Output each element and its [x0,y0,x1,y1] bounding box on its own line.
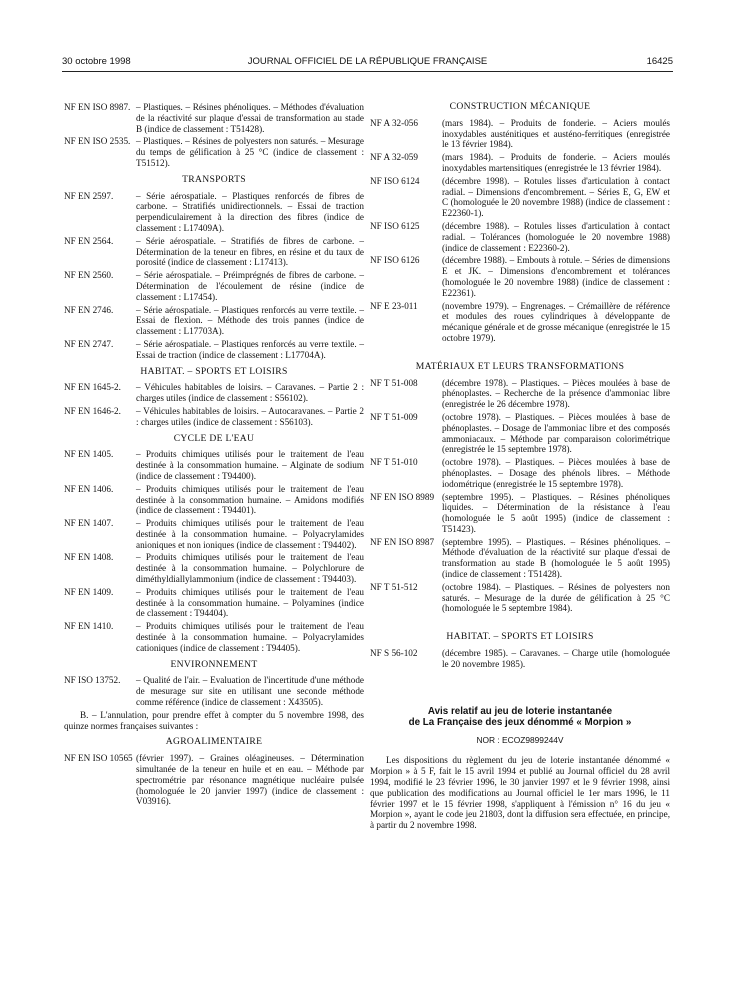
section-heading-construction-mecanique: CONSTRUCTION MÉCANIQUE [449,101,591,112]
standard-code: NF EN 1410. [64,621,114,632]
section-heading-habitat: HABITAT. – SPORTS ET LOISIRS [140,365,288,377]
list-item [64,449,364,481]
list-item [370,118,670,150]
standard-description: – Produits chimiques utilisés pour le traitement de l'eau destinée à la consommation humaine. – Polyacrylamides cationiques (indice de classement : T94405). [136,621,364,653]
standard-description: (mars 1984). – Produits de fonderie. – Aciers moulés inoxydables martensitiques (enregistrée le 13 février 1984). [442,152,670,173]
section-heading-materiaux: MATÉRIAUX ET LEURS TRANSFORMATIONS [415,360,625,372]
list-item [64,270,364,302]
standard-code: NF S 56-102 [370,648,418,659]
standard-description: (décembre 1988). – Rotules lisses d'articulation à contact radial. – Tolérances (homologuée le 20 novembre 1988) (indice de classement : E22360-2). [442,220,670,253]
header-rule [62,71,673,72]
standard-code: NF EN 2597. [64,190,114,201]
standard-code: NF EN ISO 2535. [64,136,131,147]
standard-description: (octobre 1978). – Plastiques. – Pièces moulées à base de phénoplastes. – Dosage de l'ammoniac libre et des composés ammoniacaux. – Méthode par comparaison colorimétrique (enregistrée le 15 septembre 1978). [442,411,670,455]
list-item [370,492,670,535]
standard-code: NF EN 2746. [64,304,114,315]
standard-description: – Produits chimiques utilisés pour le traitement de l'eau destinée à la consommation humaine. – Polyamines (indice de classement : T94404). [136,586,364,619]
section-heading-environnement: ENVIRONNEMENT [170,658,258,670]
nor-reference: NOR : ECOZ9899244V [476,734,564,745]
standard-code: NF EN 1406. [64,483,114,494]
right-column [370,102,670,833]
left-column [64,102,364,809]
list-item [370,152,670,174]
standard-description: – Produits chimiques utilisés pour le traitement de l'eau destinée à la consommation humaine. – Amidons modifiés (indice de classement : T94401). [136,483,364,516]
standard-description: – Série aérospatiale. – Plastiques renforcés au verre textile. – Essai de flexion. – Méthode des trois pannes (indice de classement : L17703A). [136,304,364,337]
standard-code: NF EN 1645-2. [64,382,121,393]
list-item [370,582,670,614]
page-header [62,56,673,70]
standard-code: NF EN 2560. [64,270,114,281]
section-heading-transports: TRANSPORTS [182,173,246,185]
list-item [64,484,364,516]
list-item [64,587,364,619]
list-item [370,301,670,344]
paragraph-annulation: B. – L'annulation, pour prendre effet à compter du 5 novembre 1998, des quinze normes françaises suivantes : [64,709,364,731]
standard-description: – Série aérospatiale. – Plastiques renforcés au verre textile. – Essai de traction (indice de classement : L17704A). [136,338,364,360]
standard-code: NF T 51-512 [370,581,418,592]
standard-description: (décembre 1998). – Rotules lisses d'articulation à contact radial. – Dimensions d'encombrement. – Séries E, G, EW et C (homologuée le 20 novembre 1988) (indice de classement : E22360-1). [442,175,670,219]
list-item [64,191,364,234]
standard-description: – Produits chimiques utilisés pour le traitement de l'eau destinée à la consommation humaine. – Alginate de sodium (indice de classement : T94400). [136,449,364,481]
standard-code: NF EN 1407. [64,518,114,529]
standard-code: NF T 51-008 [370,377,418,388]
list-item [370,255,670,298]
list-item [370,457,670,489]
list-item [64,753,364,807]
header-date: 30 octobre 1998 [62,56,131,67]
standard-code: NF EN 1405. [64,449,114,460]
standard-description: – Produits chimiques utilisés pour le traitement de l'eau destinée à la consommation humaine. – Polyacrylamides anioniques et non ioniques (indice de classement : T94402). [136,518,364,550]
standard-code: NF EN 1646-2. [64,405,121,416]
list-item [370,648,670,670]
standard-description: (février 1997). – Graines oléagineuses. – Détermination simultanée de la teneur en huile et en eau. – Méthode par spectrométrie par résonance magnétique nucléaire pulsée (homologuée le 20 janvier 1997) (indice de classement : V03916). [136,753,364,807]
standard-description: – Véhicules habitables de loisirs. – Autocaravanes. – Partie 2 : charges utiles (indice de classement : S56103). [136,405,364,427]
standard-code: NF EN 1409. [64,586,114,597]
standard-description: (octobre 1978). – Plastiques. – Pièces moulées à base de phénoplastes. – Dosage des phénols libres. – Méthode iodométrique (enregistrée le 15 septembre 1978). [442,457,670,489]
standard-code: NF ISO 6126 [370,255,420,266]
standard-code: NF EN ISO 8987 [370,536,435,547]
standard-description: (novembre 1979). – Engrenages. – Crémaillère de référence et modules des roues cylindriques à développante de mécanique générale et de grosse mécanique (enregistrée le 15 octobre 1979). [442,300,670,343]
standard-code: NF EN ISO 8989 [370,491,435,502]
list-item [64,621,364,653]
standard-code: NF EN ISO 8987. [64,102,131,112]
standard-description: – Plastiques. – Résines de polyesters non saturés. – Mesurage du temps de gélification à 25 °C (indice de classement : T51512). [136,136,364,168]
notice-title [370,706,670,728]
standard-description: – Véhicules habitables de loisirs. – Caravanes. – Partie 2 : charges utiles (indice de classement : S56102). [136,382,364,404]
standard-description: – Produits chimiques utilisés pour le traitement de l'eau destinée à la consommation humaine. – Polychlorure de diméthyldiallylammonium (indice de classement : T94403). [136,552,364,585]
list-item [370,176,670,219]
standard-description: – Série aérospatiale. – Plastiques renforcés de fibres de carbone. – Stratifiés unidirectionnels. – Essai de traction perpendiculairement à la direction des fibres (indice de classement : L17409A). [136,190,364,233]
list-item [64,675,364,707]
standard-description: (septembre 1995). – Plastiques. – Résines phénoliques liquides. – Détermination de la résistance à l'eau (homologuée le 5 août 1995) (indice de classement : T51423). [442,491,670,534]
header-journal-title: JOURNAL OFFICIEL DE LA RÉPUBLIQUE FRANÇAISE [247,56,488,67]
standard-code: NF ISO 13752. [64,675,121,686]
section-heading-habitat-right: HABITAT. – SPORTS ET LOISIRS [446,631,594,643]
standard-code: NF EN 2564. [64,235,114,246]
standard-code: NF A 32-056 [370,117,418,128]
standard-code: NF EN ISO 10565 [64,753,133,764]
list-item [64,552,364,584]
standard-description: (mars 1984). – Produits de fonderie. – Aciers moulés inoxydables austénitiques et austéno-ferritiques (enregistrée le 13 février 1984). [442,117,670,150]
list-item [64,339,364,361]
standard-code: NF T 51-009 [370,411,418,422]
list-item [64,236,364,268]
section-heading-eau: CYCLE DE L'EAU [173,432,255,444]
list-item [370,537,670,580]
standard-code: NF ISO 6124 [370,175,420,186]
list-item [370,412,670,455]
header-page-number: 16425 [646,56,673,67]
standard-description: (octobre 1984). – Plastiques. – Résines de polyesters non saturés. – Mesurage de la durée de gélification à 25 °C (homologuée le 5 septembre 1984). [442,581,670,614]
list-item [64,382,364,404]
standard-code: NF E 23-011 [370,300,418,311]
standard-description: (décembre 1985). – Caravanes. – Charge utile (homologuée le 20 novembre 1985). [442,648,670,669]
notice-body: Les dispositions du règlement du jeu de loterie instantanée dénommé « Morpion » à 5 F, fait le 15 avril 1994 et publié au Journal officiel du 28 avril 1994, modifié le 23 février 1996, le 30 janvier 1997 et le 9 février 1998, ainsi que publication des modifications au Journal officiel le 1er mars 1996, le 11 février 1997 et le 15 février 1998, s'appliquent à l'émission n° 16 du jeu « Morpion », ayant le code jeu 21803, dont la diffusion sera effectuée, en principe, à partir du 2 novembre 1998. [370,755,670,831]
standard-code: NF EN 1408. [64,552,114,563]
list-item [64,102,364,134]
standard-code: NF ISO 6125 [370,220,420,231]
list-item [370,221,670,253]
list-item [64,406,364,428]
standard-description: – Plastiques. – Résines phénoliques. – Méthodes d'évaluation de la réactivité sur plaque d'essai de transformation au stade B (indice de classement : T51428). [136,102,364,134]
standard-code: NF A 32-059 [370,152,418,163]
standard-code: NF EN 2747. [64,338,114,349]
list-item [64,305,364,337]
section-heading-agroalimentaire: AGROALIMENTAIRE [165,736,263,748]
standard-description: (décembre 1988). – Embouts à rotule. – Séries de dimensions E et JK. – Dimensions d'encombrement et tolérances (homologuée le 20 novembre 1988) (indice de classement : E22361). [442,255,670,298]
list-item [370,378,670,410]
standard-description: (septembre 1995). – Plastiques. – Résines phénoliques. – Méthode d'évaluation de la réactivité sur plaque d'essai de transformation au stade B (homologuée le 5 août 1995) (indice de classement : T51428). [442,536,670,580]
standard-description: – Série aérospatiale. – Stratifiés de fibres de carbone. – Détermination de la teneur en fibres, en résine et du taux de porosité (indice de classement : L17413). [136,235,364,268]
notice-title-line-2: de La Française des jeux dénommé « Morpion » [408,716,632,728]
standard-description: – Qualité de l'air. – Evaluation de l'incertitude d'une méthode de mesurage sur site en utilisant une seconde méthode comme référence (indice de classement : X43505). [136,675,364,708]
standard-code: NF T 51-010 [370,457,418,468]
notice-title-line-1: Avis relatif au jeu de loterie instantanée [427,705,613,717]
standard-description: – Série aérospatiale. – Préimprégnés de fibres de carbone. – Détermination de l'écoulement de résine (indice de classement : L17454). [136,270,364,302]
list-item [64,136,364,168]
standard-description: (décembre 1978). – Plastiques. – Pièces moulées à base de phénoplastes. – Recherche de la présence d'ammoniac libre (enregistrée le 26 décembre 1978). [442,377,670,410]
list-item [64,518,364,550]
